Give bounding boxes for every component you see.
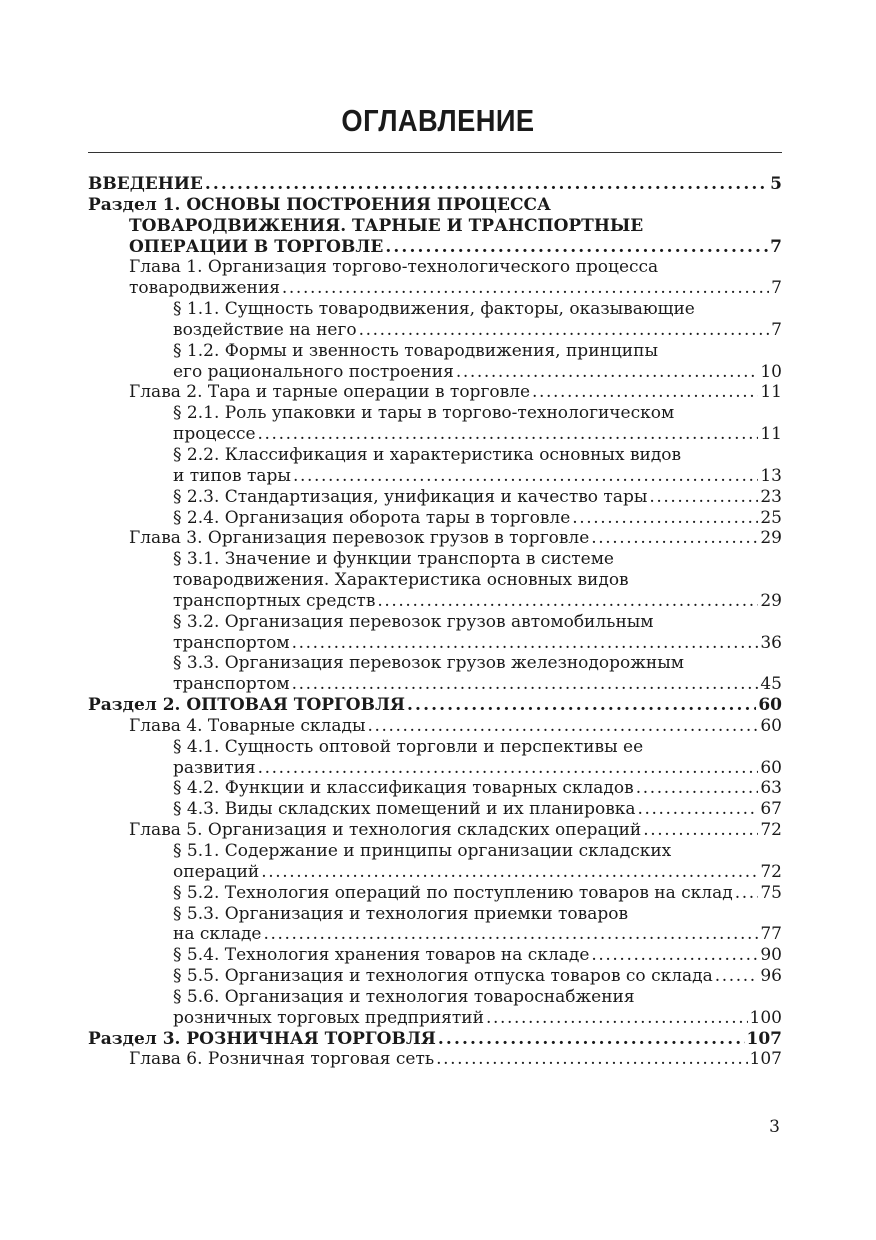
toc-entry-page: 77 xyxy=(760,924,782,945)
toc-entry-page: 10 xyxy=(760,361,782,382)
toc-entry[interactable] xyxy=(88,362,782,383)
toc-entry[interactable] xyxy=(88,528,782,549)
toc-entry[interactable] xyxy=(88,1008,782,1029)
toc-entry[interactable] xyxy=(88,278,782,299)
toc-entry[interactable] xyxy=(88,633,782,654)
toc-entry[interactable] xyxy=(88,1049,782,1070)
toc-entry[interactable] xyxy=(88,591,782,612)
toc-entry-page: 100 xyxy=(749,1007,782,1028)
page-title: ОГЛАВЛЕНИЕ xyxy=(341,103,535,138)
toc-entry-title: § 5.3. Организация и технология приемки товаров xyxy=(173,903,629,924)
toc-entry-page: 7 xyxy=(770,236,782,257)
toc-entry[interactable] xyxy=(88,257,782,278)
dot-leader xyxy=(385,237,768,258)
dot-leader xyxy=(258,424,759,445)
toc-entry[interactable] xyxy=(88,487,782,508)
toc-entry-page: 45 xyxy=(760,674,782,695)
toc-entry-title: товародвижения xyxy=(129,278,280,299)
dot-leader xyxy=(407,695,756,716)
toc-entry[interactable] xyxy=(88,612,782,633)
toc-entry[interactable] xyxy=(88,695,782,716)
toc-entry-page: 11 xyxy=(760,382,782,403)
toc-entry[interactable] xyxy=(88,570,782,591)
toc-entry-title: § 3.1. Значение и функции транспорта в системе xyxy=(173,549,614,570)
toc-entry-title: Глава 2. Тара и тарные операции в торговле xyxy=(129,382,531,403)
dot-leader xyxy=(715,966,759,987)
toc-entry[interactable] xyxy=(88,403,782,424)
toc-entry-page: 96 xyxy=(760,966,782,987)
toc-entry-title: § 2.3. Стандартизация, унификация и качество тары xyxy=(173,486,648,507)
toc-entry[interactable] xyxy=(88,466,782,487)
toc-entry-page: 75 xyxy=(760,882,782,903)
toc-entry[interactable] xyxy=(88,924,782,945)
toc-entry-title: § 5.2. Технология операций по поступлению товаров на склад xyxy=(173,882,733,903)
toc-entry[interactable] xyxy=(88,382,782,403)
toc-entry[interactable] xyxy=(88,674,782,695)
toc-entry-title: операций xyxy=(173,861,260,882)
toc-entry-page: 36 xyxy=(760,632,782,653)
toc-entry-title: розничных торговых предприятий xyxy=(173,1007,484,1028)
toc-entry-title: транспортом xyxy=(173,632,290,653)
toc-entry[interactable] xyxy=(88,216,782,237)
dot-leader xyxy=(293,466,758,487)
toc-entry[interactable] xyxy=(88,174,782,195)
toc-entry[interactable] xyxy=(88,237,782,258)
toc-entry-title: и типов тары xyxy=(173,465,291,486)
toc-entry-title: § 5.6. Организация и технология товароснабжения xyxy=(173,986,635,1007)
dot-leader xyxy=(532,382,758,403)
toc-entry-page: 67 xyxy=(760,799,782,820)
toc-entry-title: § 5.1. Содержание и принципы организации складских xyxy=(173,841,672,861)
toc-entry[interactable] xyxy=(88,820,782,841)
dot-leader xyxy=(261,862,758,883)
toc-entry-page: 29 xyxy=(760,528,782,549)
toc-entry-title: Раздел 2. ОПТОВАЯ ТОРГОВЛЯ xyxy=(88,695,405,716)
toc-entry-title: Раздел 1. ОСНОВЫ ПОСТРОЕНИЯ ПРОЦЕССА xyxy=(88,194,551,215)
toc-entry-page: 72 xyxy=(760,820,782,841)
toc-entry[interactable] xyxy=(88,1029,782,1050)
toc-entry-title: Глава 3. Организация перевозок грузов в торговле xyxy=(129,528,590,549)
toc-entry-title: § 4.3. Виды складских помещений и их планировка xyxy=(173,799,636,820)
toc-entry-title: § 2.2. Классификация и характеристика основных видов xyxy=(173,444,682,465)
toc-entry-page: 107 xyxy=(749,1049,782,1070)
toc-entry-title: § 1.1. Сущность товародвижения, факторы, оказывающие xyxy=(173,299,695,320)
toc-entry[interactable] xyxy=(88,716,782,737)
toc-entry-page: 11 xyxy=(760,424,782,445)
toc-entry-title: § 5.4. Технология хранения товаров на складе xyxy=(173,945,590,966)
dot-leader xyxy=(368,716,759,737)
toc-entry-title: § 4.2. Функции и классификация товарных складов xyxy=(173,778,634,799)
toc-entry[interactable] xyxy=(88,445,782,466)
dot-leader xyxy=(377,591,758,612)
dot-leader xyxy=(572,508,758,529)
dot-leader xyxy=(205,174,768,195)
dot-leader xyxy=(258,758,759,779)
toc-entry[interactable] xyxy=(88,862,782,883)
toc-entry-title: ВВЕДЕНИЕ xyxy=(88,174,203,194)
toc-entry-title: процессе xyxy=(173,424,256,445)
toc-entry[interactable] xyxy=(88,653,782,674)
toc-entry-title: § 2.4. Организация оборота тары в торговле xyxy=(173,507,571,528)
toc-entry-page: 13 xyxy=(760,465,782,486)
dot-leader xyxy=(649,487,758,508)
toc-entry-title: его рационального построения xyxy=(173,361,454,382)
toc-entry[interactable] xyxy=(88,320,782,341)
toc-entry-page: 29 xyxy=(760,590,782,611)
toc-entry-title: Глава 5. Организация и технология складских операций xyxy=(129,820,642,841)
toc-entry-page: 7 xyxy=(771,278,782,299)
dot-leader xyxy=(438,1029,745,1050)
toc-entry-title: Глава 1. Организация торгово-технологического процесса xyxy=(129,257,659,278)
toc-entry-page: 60 xyxy=(760,715,782,736)
dot-leader xyxy=(735,883,759,904)
toc-entry[interactable] xyxy=(88,758,782,779)
dot-leader xyxy=(486,1008,748,1029)
toc-entry-page: 5 xyxy=(770,174,782,194)
dot-leader xyxy=(359,320,770,341)
page-number: 3 xyxy=(769,1117,780,1137)
toc-entry[interactable] xyxy=(88,341,782,362)
toc-entry-title: ОПЕРАЦИИ В ТОРГОВЛЕ xyxy=(129,236,384,257)
toc-entry-title: § 1.2. Формы и звенность товародвижения, принципы xyxy=(173,340,658,361)
toc-entry-title: на складе xyxy=(173,924,262,945)
toc-entry-title: § 5.5. Организация и технология отпуска товаров со склада xyxy=(173,966,713,987)
toc-entry[interactable] xyxy=(88,841,782,862)
dot-leader xyxy=(292,633,759,654)
toc-entry-page: 60 xyxy=(758,695,782,716)
toc-entry[interactable] xyxy=(88,966,782,987)
toc-entry-page: 23 xyxy=(760,486,782,507)
toc-entry[interactable] xyxy=(88,508,782,529)
dot-leader xyxy=(638,799,759,820)
toc-entry-page: 72 xyxy=(760,861,782,882)
toc-entry[interactable] xyxy=(88,883,782,904)
toc-entry[interactable] xyxy=(88,424,782,445)
toc-entry-page: 63 xyxy=(760,778,782,799)
toc-entry-title: Глава 4. Товарные склады xyxy=(129,715,366,736)
dot-leader xyxy=(436,1049,747,1070)
toc-entry[interactable] xyxy=(88,737,782,758)
toc-entry-page: 60 xyxy=(760,757,782,778)
toc-entry[interactable] xyxy=(88,299,782,320)
toc-entry-page: 90 xyxy=(760,945,782,966)
dot-leader xyxy=(636,778,759,799)
dot-leader xyxy=(591,945,758,966)
toc-entry[interactable] xyxy=(88,549,782,570)
title-divider xyxy=(88,152,782,153)
toc-entry-title: транспортом xyxy=(173,674,290,695)
toc-entry[interactable] xyxy=(88,987,782,1008)
toc-entry-title: ТОВАРОДВИЖЕНИЯ. ТАРНЫЕ И ТРАНСПОРТНЫЕ xyxy=(129,215,644,236)
toc-entry-title: § 4.1. Сущность оптовой торговли и перспективы ее xyxy=(173,736,644,757)
toc-entry[interactable] xyxy=(88,778,782,799)
toc-entry-title: транспортных средств xyxy=(173,590,376,611)
toc-entry-title: товародвижения. Характеристика основных видов xyxy=(173,570,629,591)
toc-entry-title: воздействие на него xyxy=(173,319,357,340)
dot-leader xyxy=(456,362,759,383)
toc-entry[interactable] xyxy=(88,945,782,966)
toc-entry[interactable] xyxy=(88,799,782,820)
toc-entry[interactable] xyxy=(88,904,782,925)
dot-leader xyxy=(282,278,769,299)
toc-entry-title: § 3.2. Организация перевозок грузов автомобильным xyxy=(173,611,654,632)
toc-entry[interactable] xyxy=(88,195,782,216)
toc-entry-title: развития xyxy=(173,757,256,778)
toc-entry-page: 107 xyxy=(746,1028,782,1049)
dot-leader xyxy=(263,924,758,945)
dot-leader xyxy=(643,820,758,841)
toc-entry-title: § 3.3. Организация перевозок грузов железнодорожным xyxy=(173,653,684,674)
toc-entry-title: Раздел 3. РОЗНИЧНАЯ ТОРГОВЛЯ xyxy=(88,1028,436,1049)
toc-entry-title: § 2.1. Роль упаковки и тары в торгово-технологическом xyxy=(173,403,675,424)
toc-entry-title: Глава 6. Розничная торговая сеть xyxy=(129,1049,435,1070)
table-of-contents xyxy=(88,174,782,1070)
toc-entry-page: 25 xyxy=(760,507,782,528)
toc-entry-page: 7 xyxy=(771,319,782,340)
dot-leader xyxy=(591,528,758,549)
dot-leader xyxy=(292,674,759,695)
